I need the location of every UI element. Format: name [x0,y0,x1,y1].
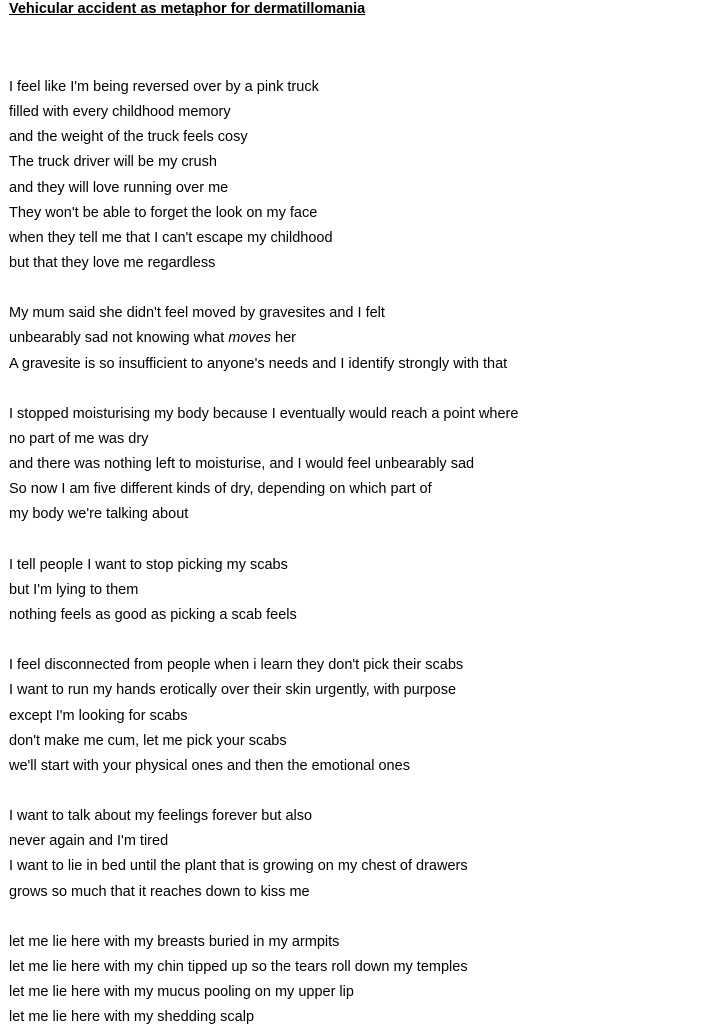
poem-line: I feel like I'm being reversed over by a pink truck [9,79,319,95]
poem-body [9,75,518,1030]
poem-line: filled with every childhood memory [9,104,231,121]
poem-line: except I'm looking for scabs [9,707,188,724]
poem-line: and they will love running over me [9,179,229,196]
stanza-gap [9,905,518,930]
poem-line: I want to talk about my feelings forever but also [9,808,313,825]
document-page [9,0,724,1026]
poem-line: They won't be able to forget the look on my face [9,204,318,221]
line-text: her [270,330,296,347]
document-title: Vehicular accident as metaphor for dermatillomania [9,1,366,17]
poem-line: and the weight of the truck feels cosy [9,129,248,146]
stanza-gap [9,377,518,402]
stanza-gap [9,528,518,553]
poem-line: but that they love me regardless [9,254,216,271]
italic-word: moves [228,330,271,347]
poem-line: but I'm lying to them [9,581,139,598]
poem-line: The truck driver will be my crush [9,154,217,171]
poem-line: let me lie here with my breasts buried in my armpits [9,933,340,950]
poem-line: I want to run my hands erotically over their skin urgently, with purpose [9,682,457,699]
poem-line: I want to lie in bed until the plant that is growing on my chest of drawers [9,858,468,875]
poem-line: we'll start with your physical ones and then the emotional ones [9,757,410,774]
poem-line: let me lie here with my shedding scalp [9,1009,255,1026]
poem-line: So now I am five different kinds of dry, depending on which part of [9,481,432,498]
poem-line: A gravesite is so insufficient to anyone's needs and I identify strongly with that [9,355,508,372]
poem-line: and there was nothing left to moisturise, and I would feel unbearably sad [9,456,475,473]
poem-line: My mum said she didn't feel moved by gravesites and I felt [9,305,385,322]
poem-line: never again and I'm tired [9,833,169,850]
poem-line: let me lie here with my chin tipped up so the tears roll down my temples [9,958,468,975]
poem-line: let me lie here with my mucus pooling on my upper lip [9,984,354,1001]
poem-line: my body we're talking about [9,506,189,523]
stanza-gap [9,779,518,804]
poem-line: when they tell me that I can't escape my childhood [9,229,333,246]
line-text: unbearably sad not knowing what [9,330,229,347]
stanza-gap [9,276,518,301]
poem-line: nothing feels as good as picking a scab feels [9,606,297,623]
poem-line: I tell people I want to stop picking my scabs [9,556,288,573]
poem-line: no part of me was dry [9,430,149,447]
poem-line [9,326,518,351]
stanza-gap [9,628,518,653]
poem-line: don't make me cum, let me pick your scabs [9,732,287,749]
poem-line: I stopped moisturising my body because I eventually would reach a point where [9,405,519,422]
poem-line: grows so much that it reaches down to kiss me [9,883,310,900]
poem-line: I feel disconnected from people when i learn they don't pick their scabs [9,657,464,674]
